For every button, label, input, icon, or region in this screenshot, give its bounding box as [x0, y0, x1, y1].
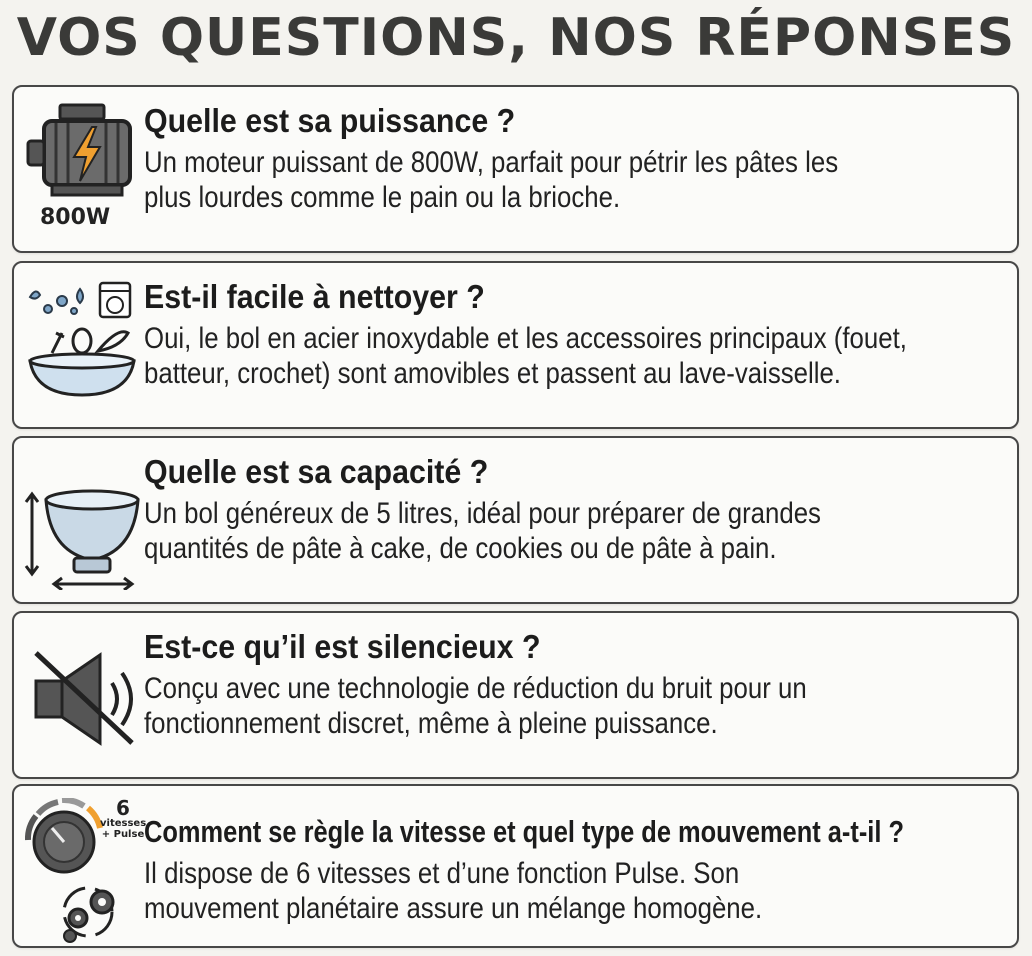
- answer-noise: [144, 671, 891, 741]
- question-capacity: Quelle est sa capacité ?: [144, 453, 489, 490]
- speed-count: 6: [116, 796, 130, 820]
- answer-line: fonctionnement discret, même à pleine puissance.: [144, 707, 718, 740]
- question-cleaning: Est-il facile à nettoyer ?: [144, 278, 485, 315]
- speed-sub: vitesses: [100, 818, 147, 829]
- faq-card-capacity: [12, 436, 1019, 604]
- answer-cleaning: [144, 321, 907, 391]
- bowl-dimensions-icon: [22, 450, 142, 590]
- answer-line: Un moteur puissant de 800W, parfait pour pétrir les pâtes les: [144, 146, 839, 179]
- bowl-dishwasher-icon: [22, 275, 142, 415]
- power-label: 800W: [40, 205, 111, 230]
- answer-line: Conçu avec une technologie de réduction du bruit pour un: [144, 672, 807, 705]
- faq-card-speed: [12, 784, 1019, 948]
- answer-line: quantités de pâte à cake, de cookies ou de pâte à pain.: [144, 532, 777, 565]
- answer-line: batteur, crochet) sont amovibles et passent au lave-vaisselle.: [144, 357, 841, 390]
- speaker-muted-icon: [22, 625, 142, 765]
- question-noise: Est-ce qu’il est silencieux ?: [144, 628, 541, 665]
- answer-line: mouvement planétaire assure un mélange homogène.: [144, 892, 763, 925]
- answer-line: plus lourdes comme le pain ou la brioche.: [144, 181, 621, 214]
- pulse-sub: + Pulse: [101, 829, 145, 840]
- faq-card-cleaning: [12, 261, 1019, 429]
- question-speed: Comment se règle la vitesse et quel type de mouvement a-t-il ?: [144, 814, 904, 849]
- answer-line: Un bol généreux de 5 litres, idéal pour préparer de grandes: [144, 497, 821, 530]
- answer-speed: [144, 856, 891, 926]
- answer-line: Il dispose de 6 vitesses et d’une fonction Pulse. Son: [144, 857, 740, 890]
- answer-capacity: [144, 496, 891, 566]
- question-power: Quelle est sa puissance ?: [144, 102, 516, 139]
- page-title: VOS QUESTIONS, NOS RÉPONSES: [16, 8, 1016, 68]
- answer-line: Oui, le bol en acier inoxydable et les accessoires principaux (fouet,: [144, 322, 907, 355]
- faq-card-power: [12, 85, 1019, 253]
- answer-power: [144, 145, 891, 215]
- faq-card-noise: [12, 611, 1019, 779]
- speed-label: [100, 798, 146, 840]
